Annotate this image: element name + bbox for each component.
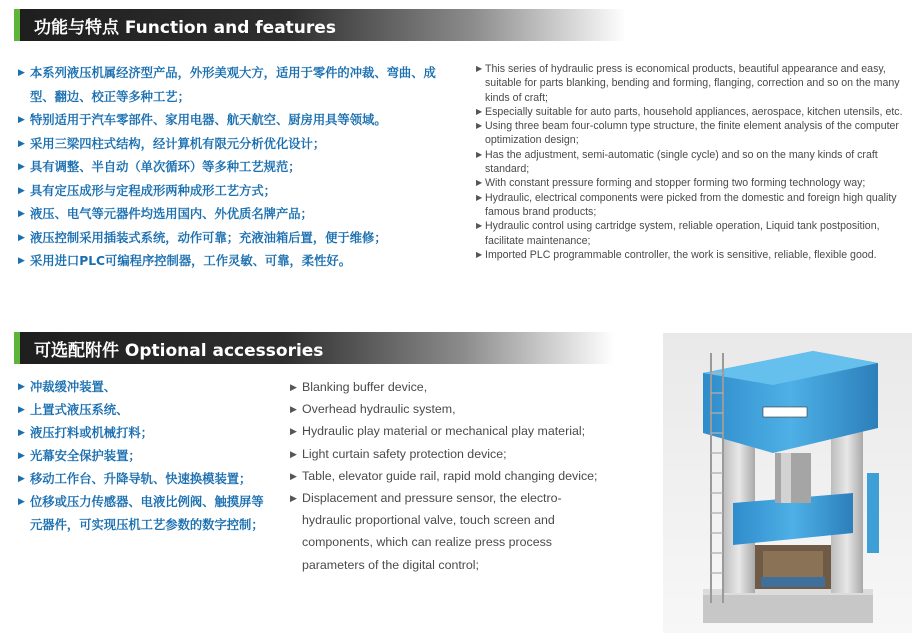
bullet-icon: ▶ — [18, 474, 25, 484]
feature-cn-item — [18, 62, 438, 109]
bullet-icon: ▶ — [476, 192, 483, 202]
feature-cn-item-text: 本系列液压机属经济型产品，外形美观大方，适用于零件的冲裁、弯曲、成型、翻边、校正等多种工艺； — [30, 66, 436, 104]
accessory-en-item-text: Blanking buffer device, — [302, 380, 428, 394]
accessory-cn-item — [18, 422, 268, 445]
accessories-header-title: 可选配附件 Optional accessories — [34, 340, 324, 361]
bullet-icon: ▶ — [18, 405, 25, 415]
feature-cn-item-text: 特别适用于汽车零部件、家用电器、航天航空、厨房用具等领域。 — [30, 113, 387, 127]
feature-en-item — [476, 62, 908, 105]
bullet-icon: ▶ — [476, 64, 483, 73]
features-en-list — [476, 62, 908, 262]
feature-en-item-text: Hydraulic, electrical components were picked from the domestic and foreign high quality famous brand products; — [485, 191, 897, 218]
bullet-icon: ▶ — [18, 256, 25, 266]
feature-cn-item-text: 液压控制采用插装式系统，动作可靠；充液油箱后置，便于维修； — [30, 230, 387, 245]
feature-en-item — [476, 176, 908, 190]
accessories-en-list — [290, 376, 610, 576]
accessory-cn-item — [18, 445, 268, 468]
bullet-icon: ▶ — [476, 249, 483, 259]
bullet-icon: ▶ — [18, 428, 25, 438]
feature-en-item — [476, 219, 908, 248]
features-header-title: 功能与特点 Function and features — [34, 17, 336, 38]
accessory-en-item — [290, 420, 610, 442]
accessory-cn-item-text: 移动工作台、升降导轨、快速换模装置； — [30, 472, 252, 486]
bullet-icon: ▶ — [18, 162, 25, 172]
feature-en-item — [476, 148, 908, 177]
accessory-cn-item-text: 上置式液压系统、 — [30, 403, 129, 417]
accessories-header-banner — [14, 332, 614, 364]
feature-en-item-text: Hydraulic control using cartridge system, reliable operation, Liquid tank postposition, facilitate maintenance; — [485, 220, 880, 247]
accessories-cn-list — [18, 376, 268, 537]
feature-cn-item-text: 具有定压成形与定程成形两种成形工艺方式； — [30, 183, 276, 198]
bullet-icon: ▶ — [476, 106, 483, 116]
feature-cn-item — [18, 250, 438, 274]
accessory-en-item-text: Overhead hydraulic system, — [302, 402, 456, 417]
accessory-cn-item — [18, 376, 268, 399]
feature-en-item-text: Using three beam four-column type structure, the finite element analysis of the computer optimization design; — [485, 120, 899, 147]
bullet-icon: ▶ — [18, 209, 25, 219]
accessory-cn-item — [18, 399, 268, 422]
accessory-en-item-text: Hydraulic play material or mechanical play material; — [302, 424, 586, 439]
feature-en-item — [476, 248, 908, 262]
bullet-icon: ▶ — [476, 149, 483, 159]
bullet-icon: ▶ — [290, 493, 297, 504]
bullet-icon: ▶ — [476, 221, 483, 231]
feature-cn-item — [18, 133, 438, 157]
feature-cn-item — [18, 180, 438, 204]
bullet-icon: ▶ — [290, 382, 297, 392]
bullet-icon: ▶ — [18, 185, 25, 196]
feature-en-item-text: Especially suitable for auto parts, household appliances, aerospace, kitchen utensils, etc. — [485, 105, 903, 118]
accessory-en-item — [290, 398, 610, 420]
bullet-icon: ▶ — [290, 470, 297, 481]
accessory-en-item — [290, 487, 610, 576]
feature-cn-item — [18, 227, 438, 251]
feature-cn-item — [18, 109, 438, 133]
bullet-icon: ▶ — [18, 68, 25, 78]
feature-cn-item-text: 液压、电气等元器件均选用国内、外优质名牌产品； — [30, 207, 313, 221]
feature-en-item-text: Imported PLC programmable controller, the work is sensitive, reliable, flexible good. — [485, 248, 877, 261]
bullet-icon: ▶ — [290, 426, 297, 437]
accessory-cn-item — [18, 468, 268, 491]
accessory-cn-item-text: 位移或压力传感器、电液比例阀、触摸屏等元器件，可实现压机工艺参数的数字控制； — [30, 495, 264, 532]
accessory-en-item-text: Table, elevator guide rail, rapid mold changing device; — [302, 468, 598, 483]
accessory-cn-item-text: 液压打料或机械打料； — [30, 426, 153, 440]
bullet-icon: ▶ — [18, 232, 25, 243]
bullet-icon: ▶ — [18, 497, 25, 507]
bullet-icon: ▶ — [290, 448, 297, 459]
bullet-icon: ▶ — [476, 121, 483, 131]
features-cn-list — [18, 62, 438, 274]
feature-cn-item-text: 具有调整、半自动（单次循环）等多种工艺规范； — [30, 160, 301, 174]
feature-en-item — [476, 119, 908, 148]
feature-cn-item — [18, 203, 438, 227]
accessory-cn-item-text: 光幕安全保护装置； — [30, 449, 141, 463]
feature-en-item — [476, 191, 908, 220]
feature-en-item-text: This series of hydraulic press is economical products, beautiful appearance and easy, suitable for parts blanking, bending and forming, flanging, correction and so on the many kinds of craft; — [485, 63, 900, 104]
feature-cn-item-text: 采用进口PLC可编程序控制器，工作灵敏、可靠，柔性好。 — [30, 254, 351, 268]
feature-en-item-text: With constant pressure forming and stopper forming two forming technology way; — [485, 177, 866, 190]
features-header-banner — [14, 9, 626, 41]
feature-en-item — [476, 105, 908, 119]
bullet-icon: ▶ — [18, 382, 25, 392]
hydraulic-press-image — [663, 333, 912, 633]
bullet-icon: ▶ — [476, 178, 483, 188]
bullet-icon: ▶ — [18, 115, 25, 125]
accessory-cn-item — [18, 491, 268, 537]
feature-cn-item-text: 采用三梁四柱式结构，经计算机有限元分析优化设计； — [30, 136, 326, 151]
accessory-en-item — [290, 376, 610, 398]
accessory-en-item — [290, 465, 610, 487]
accessory-cn-item-text: 冲裁缓冲装置、 — [30, 380, 117, 394]
bullet-icon: ▶ — [18, 138, 25, 149]
accessory-en-item-text: Displacement and pressure sensor, the electro-hydraulic proportional valve, touch screen and components, which can realize press process parameters of the digital control; — [302, 491, 562, 572]
bullet-icon: ▶ — [290, 404, 297, 415]
accessory-en-item-text: Light curtain safety protection device; — [302, 446, 507, 461]
feature-cn-item — [18, 156, 438, 180]
hydraulic-press-illustration — [663, 333, 912, 633]
bullet-icon: ▶ — [18, 451, 25, 461]
feature-en-item-text: Has the adjustment, semi-automatic (single cycle) and so on the many kinds of craft standard; — [485, 148, 878, 176]
accessory-en-item — [290, 443, 610, 465]
